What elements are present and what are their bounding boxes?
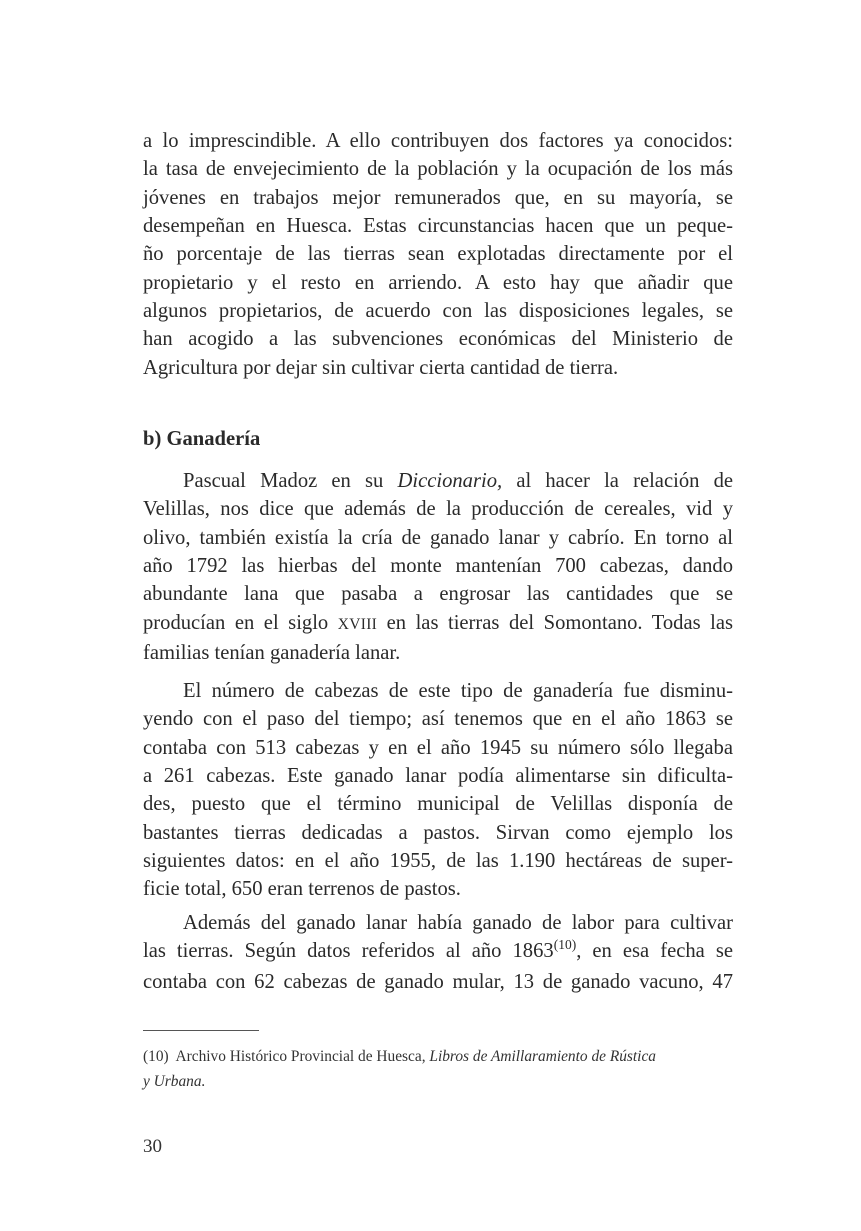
footnote-marker: (10) bbox=[143, 1048, 169, 1065]
text-line: El número de cabezas de este tipo de ganadería fue disminu- bbox=[183, 680, 733, 702]
section-heading: b) Ganadería bbox=[143, 428, 261, 450]
text-line: a lo imprescindible. A ello contribuyen dos factores ya conocidos: bbox=[143, 130, 733, 152]
text-line: contaba con 62 cabezas de ganado mular, 13 de ganado vacuno, 47 bbox=[143, 970, 733, 993]
text-line: la tasa de envejecimiento de la población y la ocupación de los más bbox=[143, 158, 733, 181]
book-title: Diccionario, bbox=[397, 470, 503, 492]
text-line: Velillas, nos dice que además de la producción de cereales, vid y bbox=[143, 498, 733, 521]
text-line: bastantes tierras dedicadas a pastos. Sirvan como ejemplo los bbox=[143, 821, 733, 844]
text-line: jóvenes en trabajos mejor remunerados que, en su mayoría, se bbox=[143, 186, 733, 209]
text-line: Además del ganado lanar había ganado de labor para cultivar bbox=[183, 912, 733, 934]
text-line: ficie total, 650 eran terrenos de pastos. bbox=[143, 878, 461, 901]
text-line: siguientes datos: en el año 1955, de las 1.190 hectáreas de super- bbox=[143, 850, 733, 873]
text-line: familias tenían ganadería lanar. bbox=[143, 642, 401, 665]
century-numeral: XVIII bbox=[337, 615, 378, 633]
paragraph-3 bbox=[143, 677, 733, 904]
text-line: algunos propietarios, de acuerdo con las disposiciones legales, se bbox=[143, 300, 733, 323]
text-line: olivo, también existía la cría de ganado lanar y cabrío. En torno al bbox=[143, 526, 733, 549]
paragraph-4 bbox=[143, 909, 733, 996]
text-line: propietario y el resto en arriendo. A esto hay que añadir que bbox=[143, 271, 733, 294]
footnote-reference[interactable]: (10) bbox=[553, 937, 577, 953]
text-line: des, puesto que el término municipal de Velillas disponía de bbox=[143, 793, 733, 816]
text-line: Agricultura por dejar sin cultivar cierta cantidad de tierra. bbox=[143, 356, 619, 379]
paragraph-1 bbox=[143, 127, 733, 382]
footnote-line: (10) Archivo Histórico Provincial de Huesca, Libros de Amillaramiento de Rústica bbox=[143, 1048, 656, 1065]
text-line: contaba con 513 cabezas y en el año 1945 su número sólo llegaba bbox=[143, 736, 733, 759]
footnote-line: y Urbana. bbox=[143, 1073, 206, 1090]
text-line: producían en el siglo XVIII en las tierras del Somontano. Todas las bbox=[143, 611, 733, 634]
footnote-divider bbox=[143, 1030, 259, 1031]
text-line: abundante lana que pasaba a engrosar las cantidades que se bbox=[143, 583, 733, 606]
text-line: año 1792 las hierbas del monte mantenían 700 cabezas, dando bbox=[143, 555, 733, 578]
footnote bbox=[143, 1044, 735, 1094]
page-number: 30 bbox=[143, 1136, 162, 1157]
paragraph-2 bbox=[143, 467, 733, 667]
text-line: yendo con el paso del tiempo; así tenemos que en el año 1863 se bbox=[143, 708, 733, 731]
text-line: Pascual Madoz en su Diccionario, al hacer la relación de bbox=[183, 470, 734, 492]
text-line: ño porcentaje de las tierras sean explotadas directamente por el bbox=[143, 243, 733, 266]
text-line: desempeñan en Huesca. Estas circunstancias hacen que un peque- bbox=[143, 215, 733, 238]
text-line: a 261 cabezas. Este ganado lanar podía alimentarse sin dificulta- bbox=[143, 765, 733, 788]
text-line: las tierras. Según datos referidos al año 1863$^{(10)}$, en esa fecha se bbox=[143, 937, 733, 963]
text-line: han acogido a las subvenciones económicas del Ministerio de bbox=[143, 328, 733, 351]
